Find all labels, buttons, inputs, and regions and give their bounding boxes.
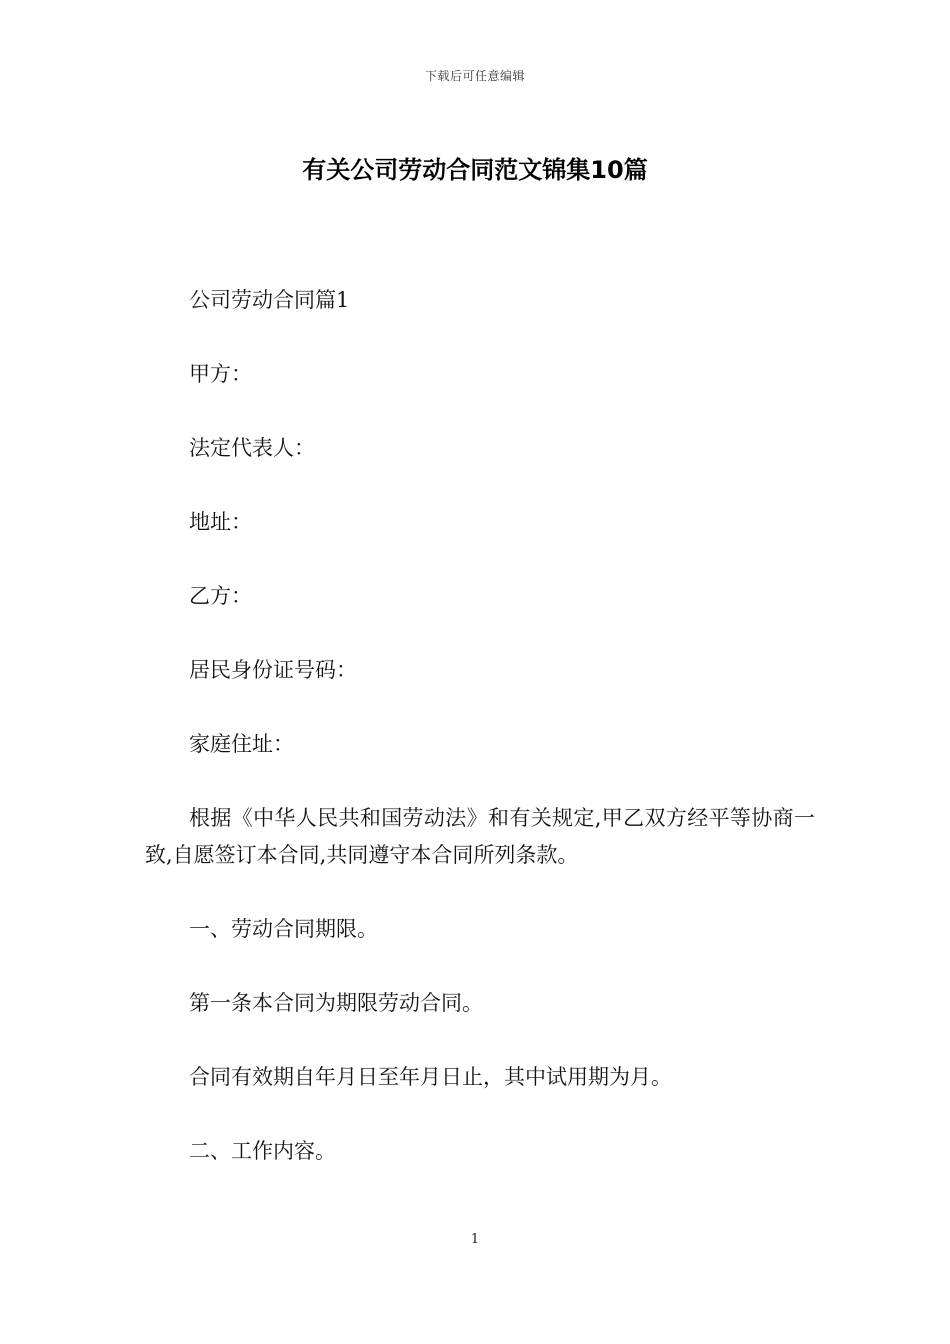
document-title: 有关公司劳动合同范文锦集10篇 <box>302 156 648 184</box>
address-field: 地址： <box>189 510 252 534</box>
clause-heading-work: 二、工作内容。 <box>189 1139 336 1163</box>
party-b-field: 乙方： <box>189 584 252 608</box>
clause-heading-term: 一、劳动合同期限。 <box>189 917 378 941</box>
page-number: 1 <box>470 1232 480 1247</box>
article-one: 第一条本合同为期限劳动合同。 <box>189 991 483 1015</box>
document-body <box>145 282 815 1207</box>
header-note: 下载后可任意编辑 <box>424 69 525 83</box>
party-a-field: 甲方： <box>189 362 252 386</box>
id-number-field: 居民身份证号码： <box>189 658 357 682</box>
preamble-paragraph: 根据《中华人民共和国劳动法》和有关规定,甲乙双方经平等协商一致,自愿签订本合同,共同遵守本合同所列条款。 <box>145 806 815 867</box>
legal-representative-field: 法定代表人： <box>189 436 315 460</box>
home-address-field: 家庭住址： <box>189 732 294 756</box>
section-heading: 公司劳动合同篇1 <box>189 288 350 312</box>
validity-period: 合同有效期自年月日至年月日止，其中试用期为月。 <box>189 1065 672 1089</box>
